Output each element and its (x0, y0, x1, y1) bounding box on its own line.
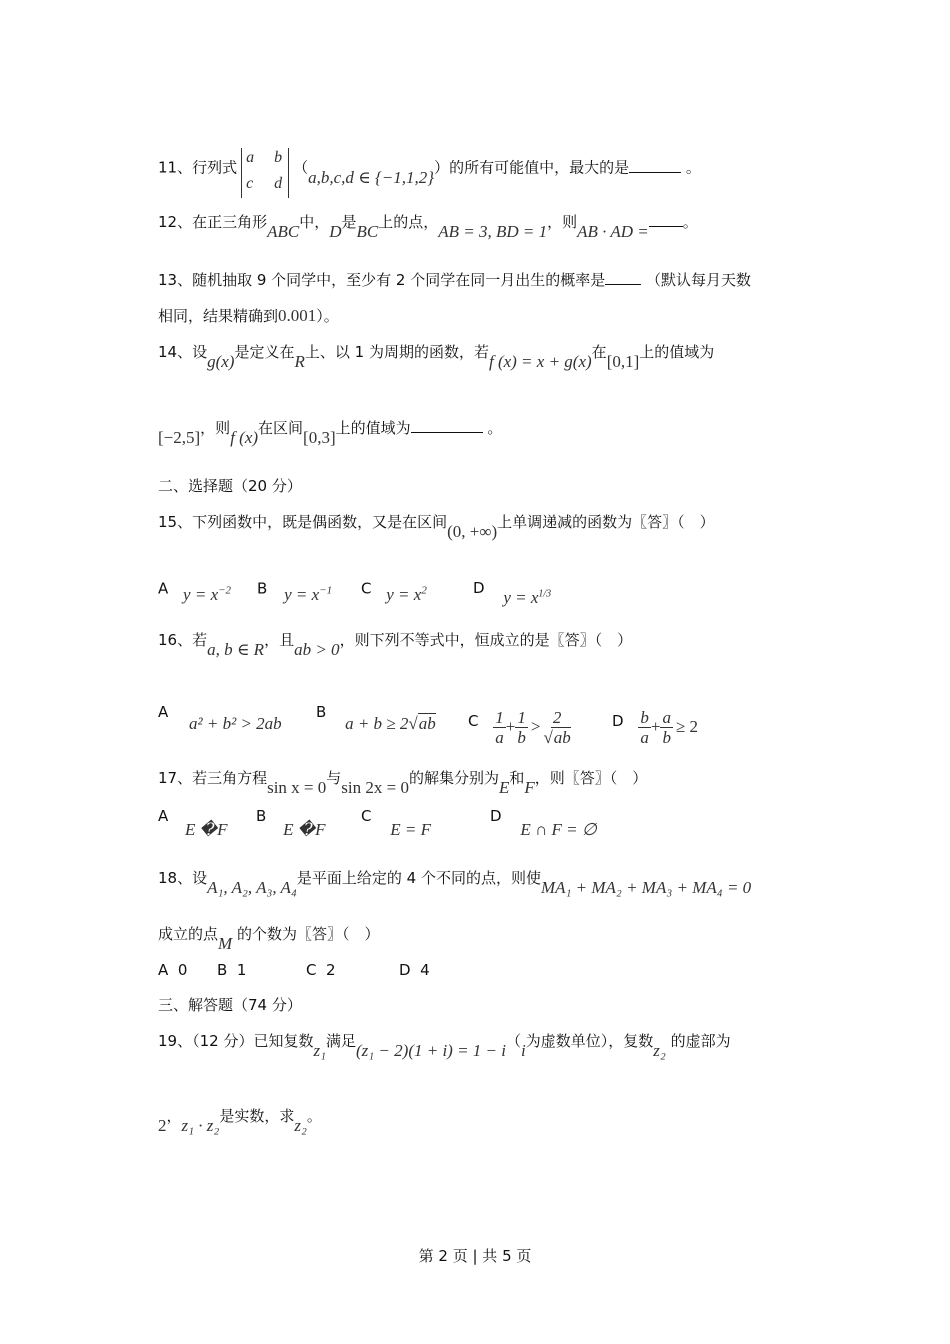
denominator: a (640, 728, 649, 747)
det-c: c (246, 175, 254, 192)
q14-text-6: ，则 (200, 419, 231, 437)
q18-M: M (218, 934, 233, 953)
option-label: D (612, 712, 624, 730)
option-label: C (361, 807, 372, 825)
q12-text-4: 上的点， (378, 213, 439, 231)
option-expr (386, 585, 427, 604)
q19-z2: z₂ (653, 1041, 666, 1060)
q16-text: 16、若 (158, 631, 208, 649)
numerator: b (640, 708, 649, 727)
option-value: 2 (326, 961, 336, 979)
question-18-line-2 (158, 924, 380, 953)
section-3-heading: 三、解答题（74 分） (158, 996, 302, 1014)
option-label: A (158, 807, 169, 825)
option-expr-base: y = x (386, 584, 422, 604)
q14-text-8: 上的值域为 (335, 419, 411, 437)
option-label: A (158, 579, 169, 598)
q14-interval-1: [0,1] (606, 352, 640, 371)
answer-blank (411, 418, 483, 433)
q13-text-3: 相同，结果精确到 (158, 307, 279, 325)
option-expr: E ∩ F = ∅ (520, 820, 597, 839)
option-expr: E �F (283, 820, 326, 839)
q13-text-2: （默认每月天数 (646, 271, 752, 289)
q13-precision: 0.001 (278, 306, 317, 325)
q18-option-d[interactable] (399, 961, 430, 979)
determinant (241, 148, 289, 198)
q18-text-3: 成立的点 (158, 925, 219, 943)
q17-E: E (499, 778, 510, 797)
question-18 (158, 868, 752, 897)
option-label: C (361, 579, 372, 598)
q18-text-2: 是平面上给定的 4 个不同的点，则使 (296, 869, 541, 887)
q19-end: 。 (306, 1107, 322, 1125)
fraction (543, 708, 570, 747)
question-17 (158, 768, 648, 797)
q17-option-c[interactable] (361, 806, 432, 839)
option-expr-exp: −1 (319, 584, 333, 596)
denominator: √ab (543, 728, 571, 747)
option-expr-base: y = x (183, 584, 219, 604)
q18-option-b[interactable] (217, 961, 246, 979)
option-expr: E = F (390, 820, 432, 839)
q12-triangle: ABC (267, 222, 300, 241)
q12-given: AB = 3, BD = 1 (438, 222, 548, 241)
q15-option-c[interactable] (361, 578, 427, 604)
option-expr-base: y = x (503, 588, 539, 607)
q11-paren: （ (293, 158, 309, 177)
q14-text: 14、设 (158, 343, 208, 361)
q19-text: 19、（12 分）已知复数 (158, 1032, 314, 1050)
q11-end: 。 (685, 158, 701, 177)
fraction (638, 708, 651, 747)
q19-z2-b: z₂ (294, 1116, 307, 1135)
question-16 (158, 630, 633, 659)
option-label: A (158, 961, 169, 979)
q14-text-3: 上、以 1 为周期的函数，若 (304, 343, 489, 361)
option-label: B (256, 807, 267, 825)
q19-text-7: 是实数，求 (219, 1107, 295, 1125)
numerator: a (662, 708, 671, 727)
q17-text-3: 的解集分别为 (408, 769, 499, 787)
plus-sign: + (650, 717, 661, 736)
question-11 (158, 143, 701, 193)
q15-option-d[interactable] (473, 578, 552, 607)
q12-text-2: 中， (299, 213, 330, 231)
question-14-line-2 (158, 418, 503, 447)
q19-text-4: 为虚数单位），复数 (525, 1032, 654, 1050)
question-13 (158, 270, 751, 290)
option-expr-exp: −2 (218, 584, 232, 596)
fraction (660, 708, 673, 747)
question-13-line-2 (158, 306, 339, 326)
option-value: 1 (236, 961, 247, 979)
denominator: b (662, 728, 671, 747)
option-value: 0 (177, 961, 188, 979)
page-footer: 第 2 页 | 共 5 页 (418, 1247, 532, 1265)
option-expr (638, 708, 698, 747)
q18-equation: MA₁ + MA₂ + MA₃ + MA₄ = 0 (540, 878, 752, 897)
numerator: 2 (552, 708, 562, 727)
q18-points: A₁, A₂, A₃, A₄ (207, 878, 297, 897)
q16-text-3: ，则下列不等式中，恒成立的是〖答〗（ ） (339, 631, 633, 649)
q19-text-6: ， (166, 1107, 182, 1125)
q19-text-3: （ (506, 1032, 522, 1050)
question-19 (158, 1031, 731, 1060)
q14-fx: f (x) (230, 428, 259, 447)
option-label: C (306, 961, 317, 979)
question-19-line-2 (158, 1106, 322, 1135)
q17-equation-1: sin x = 0 (267, 778, 327, 797)
q14-R: R (294, 352, 305, 371)
q12-end: 。 (682, 213, 698, 231)
answer-blank (629, 158, 681, 173)
q19-product: z₁ · z₂ (181, 1116, 220, 1135)
q12-segment: BC (356, 222, 379, 241)
q13-text: 13、随机抽取 9 个同学中，至少有 2 个同学在同一月出生的概率是 (158, 271, 606, 289)
q16-option-d[interactable] (612, 700, 699, 747)
det-a: a (246, 149, 255, 166)
numerator: 1 (495, 708, 504, 727)
gt-sign: > (530, 717, 541, 736)
q15-text-2: 上单调递减的函数为〖答〗（ ） (497, 513, 715, 531)
q14-end: 。 (487, 419, 503, 437)
q12-text-5: ，则 (547, 213, 578, 231)
denominator: a (495, 728, 504, 747)
option-label: D (490, 807, 502, 825)
denominator: b (517, 728, 526, 747)
q19-i: i (521, 1041, 526, 1060)
q17-text-2: 与 (326, 769, 342, 787)
option-expr: E �F (185, 820, 228, 839)
option-label: D (399, 961, 411, 979)
q17-option-a[interactable] (158, 806, 228, 839)
option-value: 4 (420, 961, 430, 979)
q15-option-b[interactable] (257, 578, 333, 604)
q14-text-2: 是定义在 (234, 343, 295, 361)
q16-option-b[interactable] (316, 702, 436, 733)
question-15 (158, 512, 715, 541)
answer-blank (649, 212, 683, 227)
option-expr-part: a + b ≥ 2 (345, 714, 409, 733)
q12-text-3: 是 (341, 213, 357, 231)
q17-text-5: ，则〖答〗（ ） (534, 769, 648, 787)
q17-option-b[interactable] (256, 806, 326, 839)
question-14 (158, 342, 715, 371)
q15-option-a[interactable] (158, 578, 232, 604)
option-expr (493, 708, 571, 747)
fraction (493, 708, 506, 747)
q14-text-4: 在 (591, 343, 607, 361)
q14-f: f (x) = x + g(x) (488, 352, 592, 371)
q17-option-d[interactable] (490, 806, 597, 839)
numerator: 1 (517, 708, 526, 727)
det-d: d (274, 175, 283, 192)
sqrt-radicand: ab (418, 714, 436, 733)
q14-range: [−2,5] (158, 428, 201, 447)
q13-text-4: ）。 (316, 307, 339, 325)
q19-text-2: 满足 (325, 1032, 356, 1050)
option-label: B (316, 703, 327, 721)
q11-text-2: ）的所有可能值中，最大的是 (434, 158, 630, 177)
option-label: D (473, 579, 485, 597)
q18-option-c[interactable] (306, 961, 336, 979)
q16-option-a[interactable] (158, 702, 282, 733)
option-label: C (468, 712, 479, 730)
fraction (515, 708, 528, 747)
q15-interval: (0, +∞) (447, 522, 498, 541)
q11-text: 11、行列式 (158, 158, 238, 177)
q15-text: 15、下列函数中，既是偶函数，又是在区间 (158, 513, 448, 531)
q12-point: D (329, 222, 342, 241)
option-expr-exp: 1/3 (538, 588, 552, 600)
det-b: b (274, 149, 283, 166)
option-label: A (158, 703, 169, 721)
section-2-heading: 二、选择题（20 分） (158, 477, 302, 495)
option-expr (183, 585, 231, 604)
q16-option-c[interactable] (468, 700, 571, 747)
q14-interval-2: [0,3] (303, 428, 336, 447)
question-12 (158, 212, 698, 241)
option-expr: a + b ≥ 2√ab (345, 714, 436, 733)
q12-text: 12、在正三角形 (158, 213, 268, 231)
q14-text-7: 在区间 (258, 419, 304, 437)
q17-text-4: 和 (509, 769, 525, 787)
q18-text: 18、设 (158, 869, 208, 887)
option-expr (503, 588, 551, 607)
q19-two: 2 (158, 1116, 167, 1135)
option-expr: a² + b² > 2ab (189, 714, 282, 733)
q14-g: g(x) (207, 352, 235, 371)
sqrt-radicand: ab (553, 728, 571, 747)
option-expr-base: y = x (284, 584, 320, 604)
q16-condition-2: ab > 0 (294, 640, 340, 659)
q19-text-5: 的虚部为 (670, 1032, 731, 1050)
plus-sign: + (505, 717, 516, 736)
option-expr-exp: 2 (421, 584, 427, 596)
q17-F: F (524, 778, 535, 797)
q18-option-a[interactable] (158, 961, 187, 979)
q17-text: 17、若三角方程 (158, 769, 268, 787)
q16-condition-1: a, b ∈ R (207, 640, 265, 659)
answer-blank (605, 270, 641, 285)
option-label: B (257, 579, 268, 598)
q14-text-5: 上的值域为 (639, 343, 715, 361)
q12-expression: AB · AD = (577, 222, 649, 241)
q19-equation: (z₁ − 2)(1 + i) = 1 − i (356, 1041, 507, 1060)
ge-sign: ≥ 2 (675, 717, 699, 736)
option-expr (284, 585, 332, 604)
option-label: B (217, 961, 228, 979)
q17-equation-2: sin 2x = 0 (341, 778, 409, 797)
q18-text-4: 的个数为〖答〗（ ） (236, 925, 380, 943)
q16-text-2: ，且 (264, 631, 295, 649)
q11-condition: a,b,c,d ∈ {−1,1,2} (308, 167, 435, 187)
q19-z1: z₁ (313, 1041, 326, 1060)
